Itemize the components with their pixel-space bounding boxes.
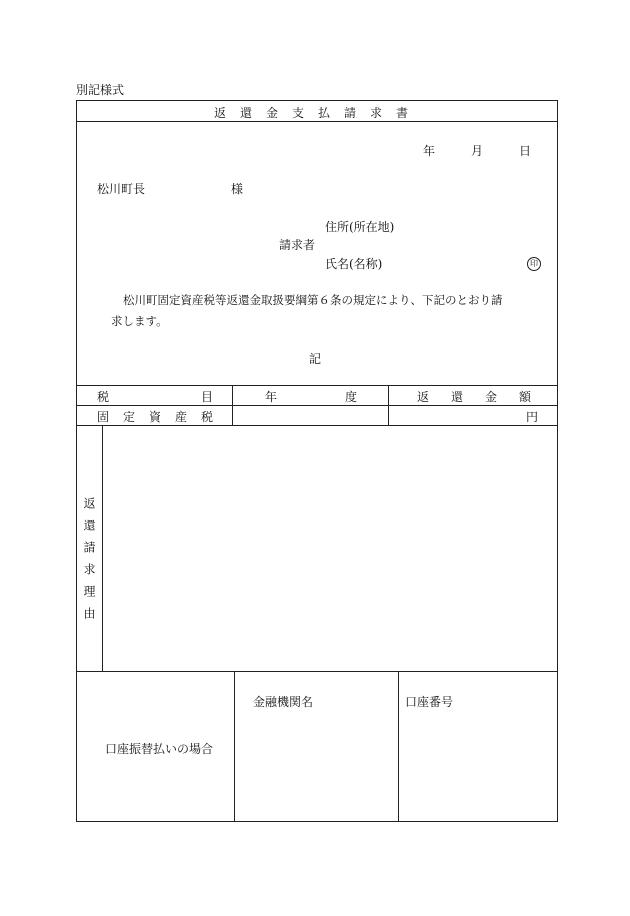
ki-label: 記 — [309, 352, 322, 366]
header-tax-item-second: 目 — [200, 390, 213, 404]
transfer-divider — [398, 671, 399, 821]
header-year-second: 度 — [344, 390, 357, 404]
header-refund-amount — [417, 391, 531, 403]
form-label: 別記様式 — [76, 83, 125, 97]
body-text-line-1: 松川町固定資産税等返還金取扱要綱第６条の規定により、下記のとおり請 — [123, 293, 503, 307]
transfer-label: 口座振替払いの場合 — [105, 742, 214, 756]
date-month-label: 月 — [471, 144, 484, 158]
reason-divider — [102, 425, 103, 671]
header-refund-amount-char-1: 返 — [417, 390, 430, 404]
date-day-label: 日 — [519, 144, 532, 158]
header-tax-item — [97, 391, 213, 403]
account-number-label: 口座番号 — [405, 695, 454, 709]
claimant-address-label: 住所(所在地) — [325, 220, 395, 234]
row-tax-item-char-2: 定 — [122, 410, 135, 424]
header-refund-amount-char-4: 額 — [518, 390, 531, 404]
row-amount-unit: 円 — [526, 410, 539, 424]
claimant-role-label: 請求者 — [279, 238, 316, 252]
form-title: 返還金支払請求書 — [213, 106, 422, 120]
divider — [77, 405, 557, 406]
seal-mark: 印 — [527, 257, 541, 271]
divider — [77, 121, 557, 122]
bank-name-label: 金融機関名 — [253, 695, 314, 709]
header-year-first: 年 — [265, 390, 278, 404]
header-refund-amount-char-3: 金 — [484, 390, 497, 404]
body-text-line-2: 求します。 — [111, 314, 168, 328]
header-tax-item-first: 税 — [97, 390, 110, 404]
row-tax-item-char-4: 産 — [174, 410, 187, 424]
row-tax-item-char-3: 資 — [148, 410, 161, 424]
row-tax-item-char-5: 税 — [200, 410, 213, 424]
date-year-label: 年 — [423, 144, 436, 158]
header-refund-amount-char-2: 還 — [450, 390, 463, 404]
row-tax-item — [97, 411, 213, 423]
addressee-name: 松川町長 — [97, 182, 146, 196]
claimant-name-label: 氏名(名称) — [325, 257, 383, 271]
divider — [77, 425, 557, 426]
refund-request-form — [76, 100, 558, 822]
transfer-divider — [234, 671, 235, 821]
reason-label: 返還請求理由 — [82, 497, 96, 629]
divider — [77, 385, 557, 386]
divider — [77, 671, 557, 672]
header-year — [265, 391, 357, 403]
addressee-honorific: 様 — [231, 182, 244, 196]
row-tax-item-char-1: 固 — [97, 410, 110, 424]
